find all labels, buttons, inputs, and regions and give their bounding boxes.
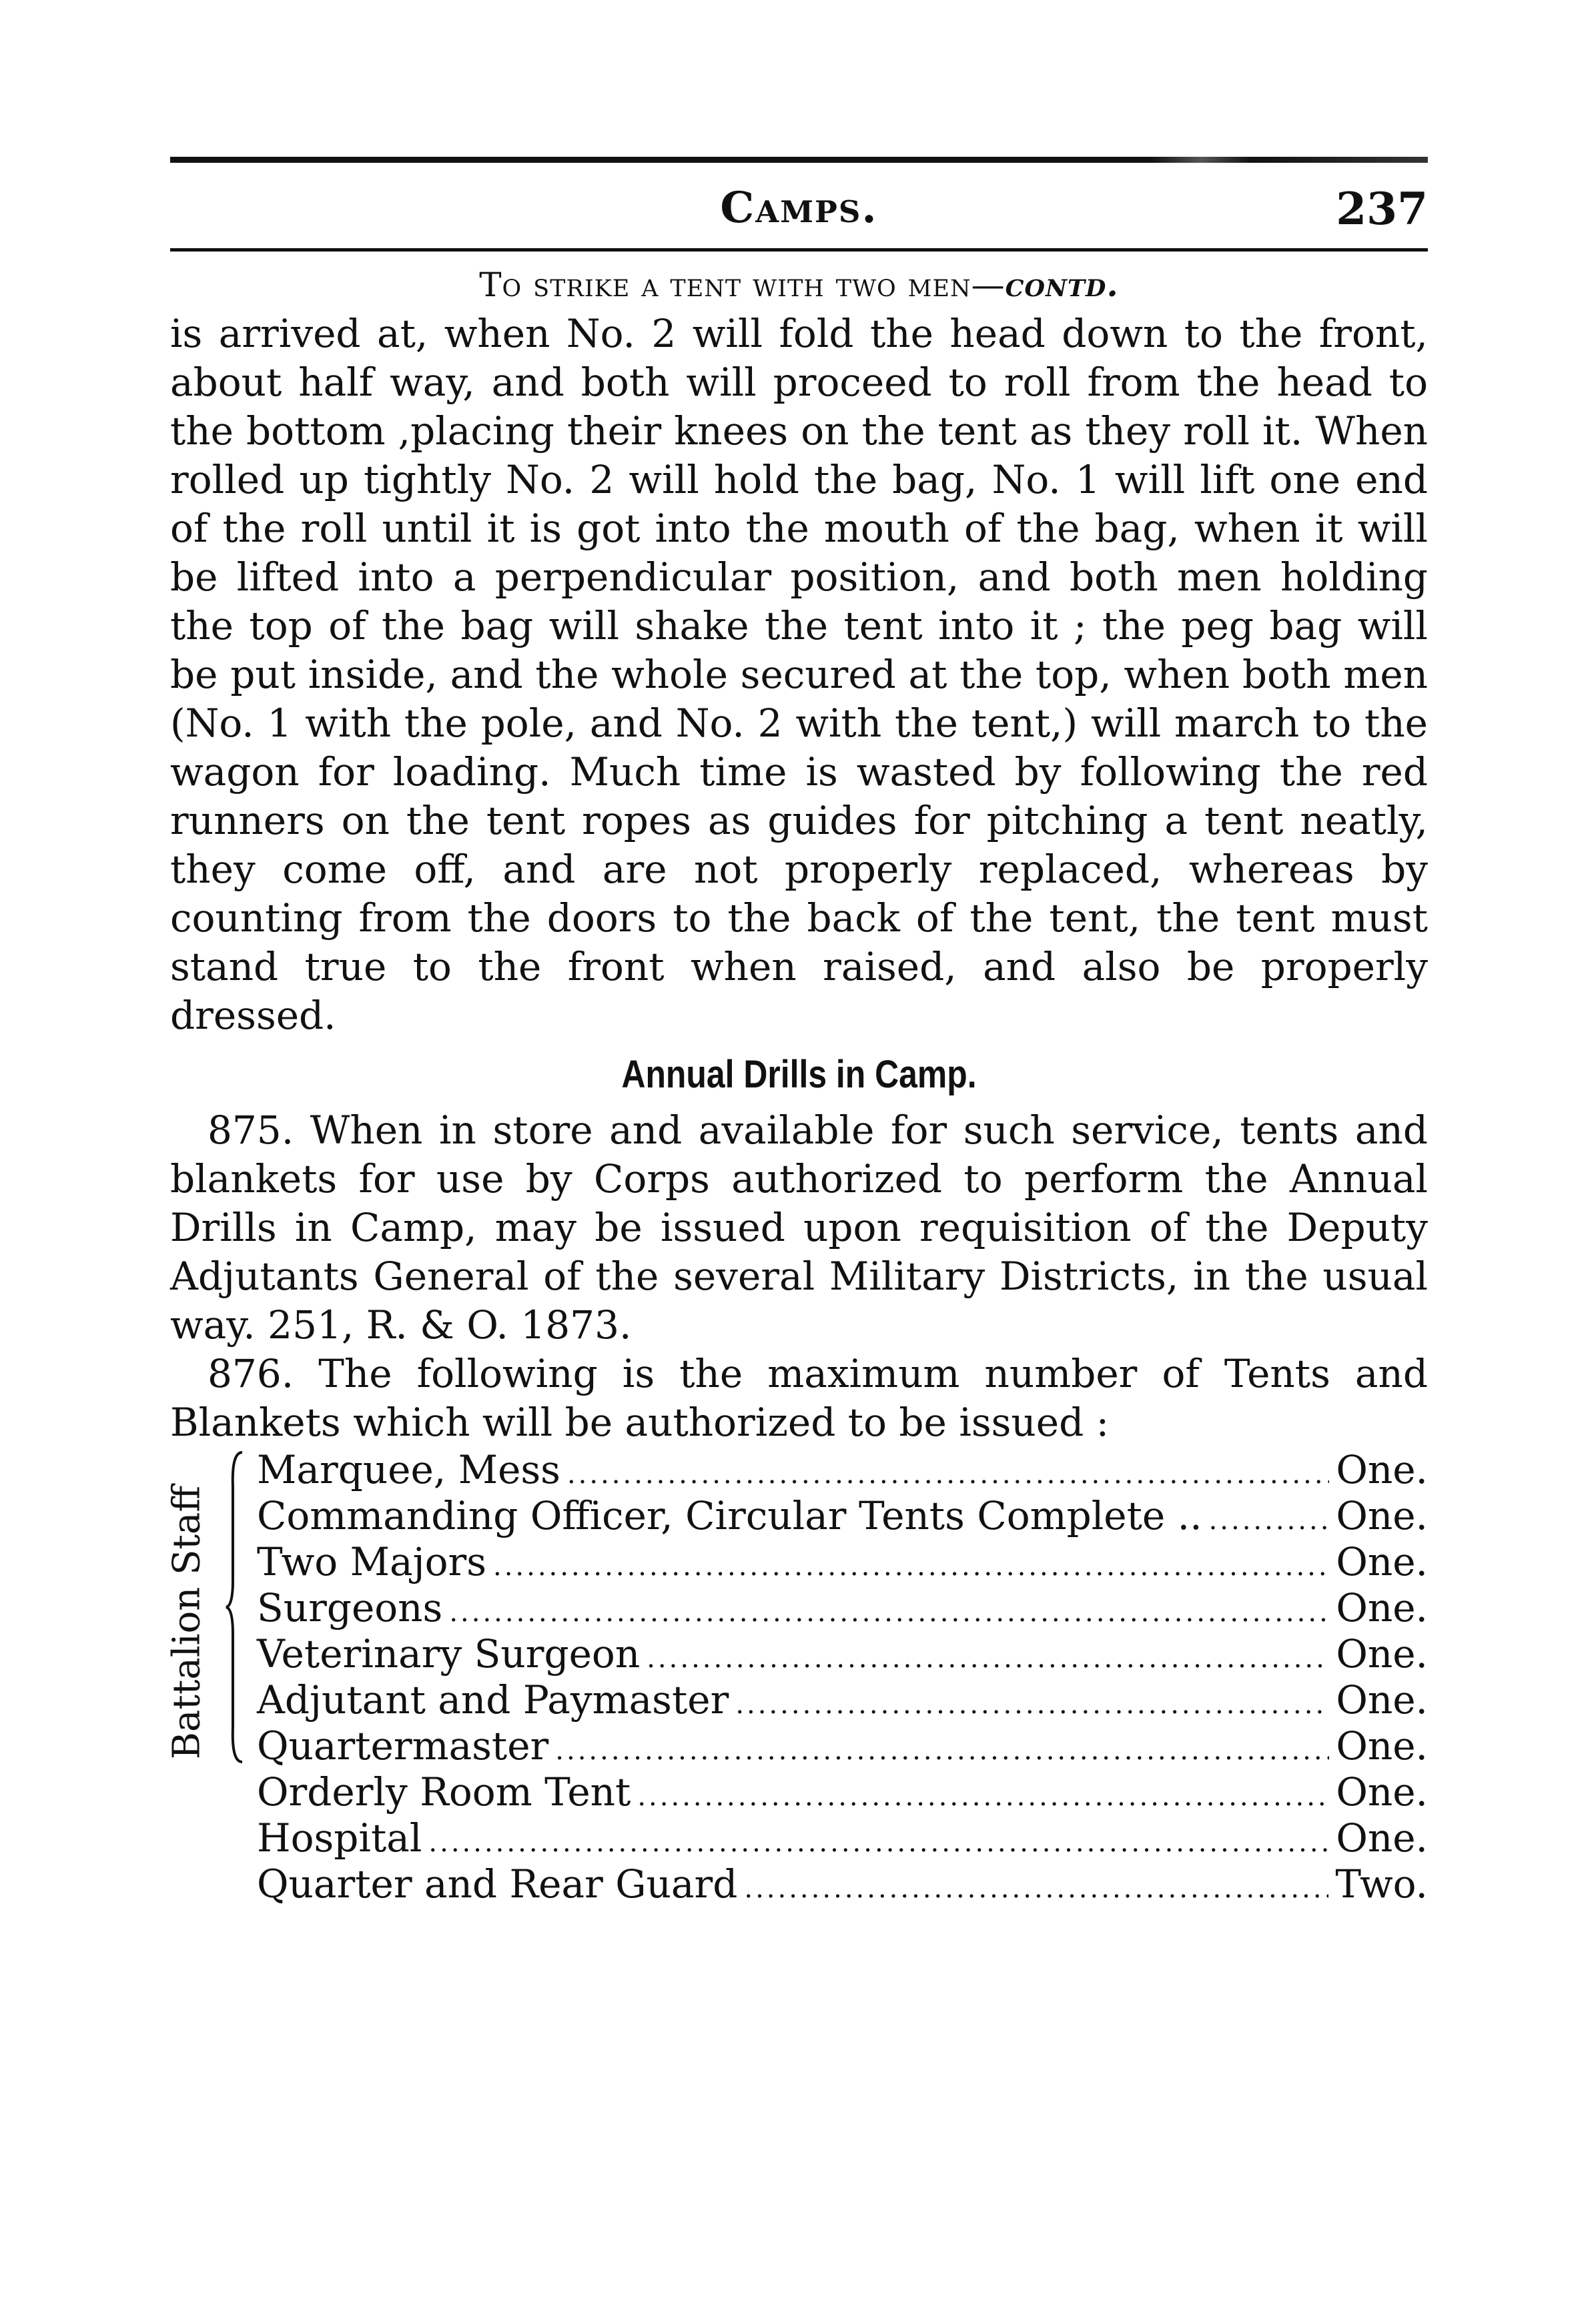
item-name: Quartermaster: [257, 1723, 549, 1769]
book-page: [165, 157, 1428, 1907]
item-name: Orderly Room Tent: [257, 1769, 631, 1815]
list-item: [257, 1447, 1428, 1493]
item-list: [257, 1447, 1428, 1907]
list-item: [257, 1815, 1428, 1861]
paragraph-875: 875. When in store and available for such service, tents and blankets for use by Corps authorized to perform the Annual Drills in Camp, may be issued upon requisition of the Deputy Adjutants General of the several Military Districts, in the usual way. 251, R. & O. 1873.: [170, 1107, 1428, 1348]
dot-leader: [555, 1735, 1329, 1766]
dot-leader: [428, 1827, 1329, 1858]
dot-leader: [647, 1643, 1329, 1674]
brace-icon: [225, 1447, 245, 1767]
battalion-staff-label-text: Battalion Staff: [165, 1485, 209, 1760]
item-name: Veterinary Surgeon: [257, 1631, 641, 1677]
dot-leader: [637, 1781, 1329, 1812]
dot-leader: [493, 1551, 1329, 1582]
dot-leader: [1209, 1505, 1330, 1536]
dot-leader: [449, 1597, 1329, 1628]
item-name: Commanding Officer, Circular Tents Complete ..: [257, 1493, 1202, 1538]
item-name: Hospital: [257, 1815, 422, 1861]
item-quantity: Two.: [1335, 1861, 1428, 1907]
item-name: Surgeons: [257, 1585, 443, 1631]
item-quantity: One.: [1336, 1539, 1428, 1584]
page-header: [170, 183, 1428, 236]
list-item: [257, 1493, 1428, 1539]
item-quantity: One.: [1336, 1493, 1428, 1538]
item-name: Marquee, Mess: [257, 1447, 560, 1492]
item-quantity: One.: [1336, 1631, 1428, 1677]
item-quantity: One.: [1336, 1447, 1428, 1492]
paragraph-continued: is arrived at, when No. 2 will fold the head down to the front, about half way, and both will proceed to roll from the head to the bottom ,placing their knees on the tent as they roll it. When rolled up tightly No. 2 will hold the bag, No. 1 will lift one end of the roll until it is got into the mouth of the bag, when it will be lifted into a perpendicular position, and both men holding the top of the bag will shake the tent into it ; the peg bag will be put inside, and the whole secured at the top, when both men (No. 1 with the pole, and No. 2 with the tent,) will march to the wagon for loading. Much time is wasted by following the red runners on the tent ropes as guides for pitching a tent neatly, they come off, and are not properly replaced, whereas by counting from the doors to the back of the tent, the tent must stand true to the front when raised, and also be properly dressed.: [170, 311, 1428, 1038]
item-name: Quarter and Rear Guard: [257, 1861, 738, 1907]
item-name: Adjutant and Paymaster: [257, 1677, 729, 1723]
item-quantity: One.: [1336, 1815, 1428, 1861]
dot-leader: [744, 1873, 1328, 1904]
list-item: [257, 1769, 1428, 1815]
continuation-heading-text: To strike a tent with two men—: [479, 266, 1006, 304]
page-number: 237: [1336, 183, 1428, 235]
section-title: Annual Drills in Camp.: [621, 1053, 977, 1096]
item-name: Two Majors: [257, 1539, 486, 1584]
continuation-heading: [170, 265, 1428, 304]
continuation-marker: contd.: [1005, 265, 1119, 304]
list-item: [257, 1585, 1428, 1631]
header-rule: [170, 248, 1428, 252]
paragraph-876: 876. The following is the maximum number of Tents and Blankets which will be authorized to be issued :: [170, 1351, 1428, 1445]
item-quantity: One.: [1336, 1769, 1428, 1815]
tent-allowance-list: [165, 1447, 1428, 1907]
list-item: [257, 1631, 1428, 1677]
list-item: [257, 1677, 1428, 1723]
item-quantity: One.: [1336, 1723, 1428, 1769]
dot-leader: [567, 1459, 1329, 1490]
battalion-staff-label: [150, 1486, 224, 1759]
item-quantity: One.: [1336, 1585, 1428, 1631]
running-title: Camps.: [720, 183, 878, 233]
list-item: [257, 1861, 1428, 1907]
top-rule: [170, 157, 1428, 163]
dot-leader: [735, 1689, 1329, 1720]
list-item: [257, 1723, 1428, 1769]
list-item: [257, 1539, 1428, 1585]
item-quantity: One.: [1336, 1677, 1428, 1723]
